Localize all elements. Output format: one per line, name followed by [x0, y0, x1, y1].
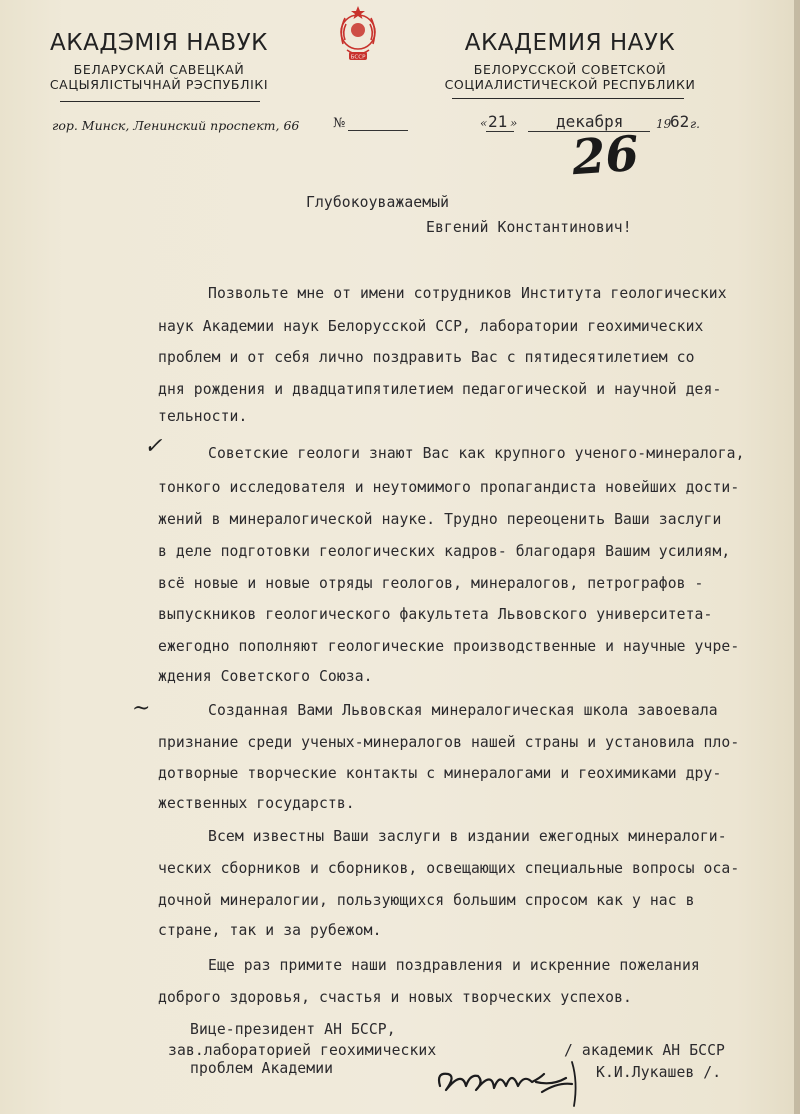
body-line: ческих сборников и сборников, освещающих специальные вопросы оса-: [158, 860, 740, 877]
body-line: жений в минералогической науке. Трудно переоценить Ваши заслуги: [158, 511, 722, 528]
date-open-quote: «: [480, 116, 488, 130]
body-line: признание среди ученых-минералогов нашей страны и установила пло-: [158, 734, 740, 751]
margin-checkmark: ✓: [144, 434, 163, 459]
body-line: ждения Советского Союза.: [158, 668, 373, 685]
date-suffix: г.: [690, 117, 700, 131]
bssr-emblem: [333, 4, 383, 66]
page-edge-shadow: [794, 0, 800, 1114]
body-line: Созданная Вами Львовская минералогическая школа завоевала: [208, 702, 718, 719]
letterhead-left-sub1: БЕЛАРУСКАЙ САВЕЦКАЙ: [73, 62, 245, 77]
handwritten-signature: [432, 1052, 592, 1108]
signatory-title-2: зав.лабораторией геохимических: [168, 1042, 437, 1059]
signatory-title-1: Вице-президент АН БССР,: [190, 1021, 396, 1038]
date-month: декабря: [556, 112, 624, 131]
body-line: всё новые и новые отряды геологов, минералогов, петрографов -: [158, 575, 704, 592]
body-line: тельности.: [158, 408, 248, 425]
letterhead-right-sub2: СОЦИАЛИСТИЧЕСКОЙ РЕСПУБЛИКИ: [444, 77, 696, 92]
letterhead-belarusian: [24, 30, 294, 92]
greeting-line-2: Евгений Константинович!: [426, 219, 632, 236]
margin-mark: ~: [132, 696, 151, 721]
handwritten-number: 26: [570, 125, 641, 187]
body-line: дочной минералогии, пользующихся большим спросом как у нас в: [158, 892, 695, 909]
letterhead-right-sub1: БЕЛОРУССКОЙ СОВЕТСКОЙ: [473, 62, 667, 77]
greeting-line-1: Глубокоуважаемый: [306, 194, 450, 211]
body-line: дня рождения и двадцатипятилетием педагогической и научной дея-: [158, 381, 722, 398]
number-label: №: [333, 116, 346, 131]
letterhead-right-rule: [452, 98, 684, 99]
body-line: жественных государств.: [158, 795, 355, 812]
date-year: 62: [670, 112, 690, 131]
body-line: стране, так и за рубежом.: [158, 922, 382, 939]
body-line: Еще раз примите наши поздравления и искренние пожелания: [208, 957, 700, 974]
body-line: Советские геологи знают Вас как крупного ученого-минералога,: [208, 445, 745, 462]
body-line: в деле подготовки геологических кадров- благодаря Вашим усилиям,: [158, 543, 731, 560]
body-line: выпускников геологического факультета Львовского университета-: [158, 606, 713, 623]
signatory-name: К.И.Лукашев /.: [596, 1064, 722, 1081]
letterhead-left-title: АКАДЭМІЯ НАВУК: [50, 30, 268, 56]
signatory-title-3: проблем Академии: [190, 1060, 334, 1077]
letterhead-left-rule: [60, 101, 260, 102]
body-line: наук Академии наук Белорусской ССР, лаборатории геохимических: [158, 318, 704, 335]
signatory-rank: / академик АН БССР: [564, 1042, 725, 1059]
body-line: проблем и от себя лично поздравить Вас с пятидесятилетием со: [158, 349, 695, 366]
address-line: гор. Минск, Ленинский проспект, 66: [52, 118, 300, 133]
body-line: Позвольте мне от имени сотрудников Института геологических: [208, 285, 727, 302]
body-line: тонкого исследователя и неутомимого пропагандиста новейших дости-: [158, 479, 740, 496]
body-line: доброго здоровья, счастья и новых творческих успехов.: [158, 989, 632, 1006]
date-day-line: [486, 131, 514, 132]
number-blank: [348, 130, 408, 131]
date-day: 21: [488, 112, 508, 131]
letterhead-russian: [440, 30, 700, 92]
letterhead-left-sub2: САЦЫЯЛІСТЫЧНАЙ РЭСПУБЛІКІ: [49, 77, 269, 92]
body-line: ежегодно пополняют геологические производственные и научные учре-: [158, 638, 740, 655]
body-line: дотворные творческие контакты с минералогами и геохимиками дру-: [158, 765, 722, 782]
date-close-quote: »: [510, 116, 518, 130]
emblem-label: БССР: [350, 54, 366, 61]
date-year-prefix: 19: [656, 117, 672, 131]
body-line: Всем известны Ваши заслуги в издании ежегодных минералоги-: [208, 828, 727, 845]
letterhead-right-title: АКАДЕМИЯ НАУК: [464, 30, 676, 56]
